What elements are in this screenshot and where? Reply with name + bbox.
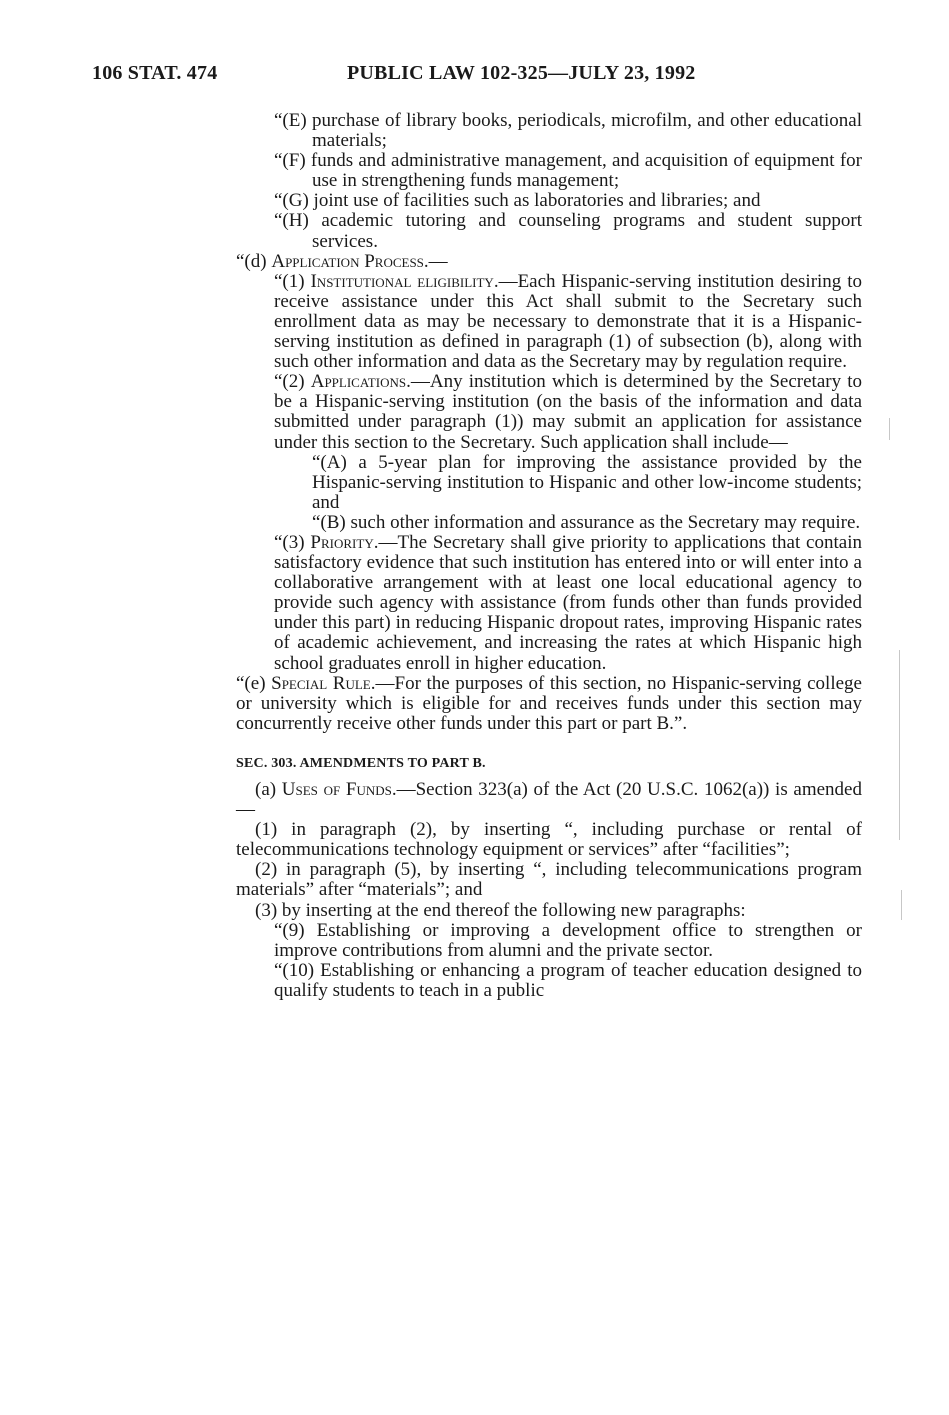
paragraph-d3-title: Priority. [310, 531, 379, 553]
paragraph-d1: “(1) Institutional eligibility.—Each Hispanic-serving institution desiring to receive assistance under this Act shall submit to the Secretary such enrollment data as may be necessary to demonstrate that it is a Hispanic-serving institution as defined in paragraph (1) of subsection (b), along with such other information and data as the Secretary may by regulation require. [274, 270, 862, 373]
page-header [92, 62, 862, 92]
paragraph-d2: “(2) Applications.—Any institution which is determined by the Secretary to be a Hispanic-serving institution (on the basis of the information and data submitted under paragraph (1)) may submit an application for assistance under this section to the Secretary. Such application shall include— [274, 371, 862, 453]
paragraph-d3: “(3) Priority.—The Secretary shall give priority to applications that contain satisfactory evidence that such institution has entered into or will enter into a collaborative arrangement with at least one local educational agency to provide such agency with assistance (from funds other than funds provided under this part) in reducing Hispanic dropout rates, improving Hispanic rates of academic achievement, and increasing the rates at which Hispanic high school graduates enroll in higher education. [274, 531, 862, 674]
law-title: PUBLIC LAW 102-325—JULY 23, 1992 [347, 62, 696, 84]
clause-d2-A: “(A) a 5-year plan for improving the assistance provided by the Hispanic-serving institution to Hispanic and other low-income students; and [312, 451, 862, 513]
paragraph-d2-title: Applications. [310, 371, 411, 393]
subsection-e: “(e) Special Rule.—For the purposes of this section, no Hispanic-serving college or university which is eligible for and receives funds under this section may concurrently receive other funds under this part or part B.”. [236, 672, 862, 734]
subsection-d-heading: “(d) Application Process.— [236, 250, 448, 272]
subsection-303a-title: Uses of Funds. [281, 779, 397, 800]
margin-mark-1 [889, 418, 890, 440]
new-paragraph-9: “(9) Establishing or improving a development office to strengthen or improve contributions from alumni and the private sector. [274, 919, 862, 961]
clause-d2-B: “(B) such other information and assurance as the Secretary may require. [312, 511, 861, 533]
stat-reference: 106 STAT. 474 [92, 62, 218, 84]
amendment-2: (2) in paragraph (5), by inserting “, including telecommunications program materials” after “materials”; and [236, 859, 862, 901]
margin-mark-3 [901, 890, 902, 920]
paragraph-d1-title: Institutional eligibility. [310, 270, 499, 292]
new-paragraph-10: “(10) Establishing or enhancing a program of teacher education designed to qualify students to teach in a public [274, 959, 862, 1001]
amendment-1: (1) in paragraph (2), by inserting “, including purchase or rental of telecommunications technology equipment or services” after “facilities”; [236, 819, 862, 861]
subsection-303a: (a) Uses of Funds.—Section 323(a) of the Act (20 U.S.C. 1062(a)) is amended— [236, 779, 862, 821]
subsection-e-title: Special Rule. [271, 672, 376, 694]
clause-E: “(E) purchase of library books, periodicals, microfilm, and other educational materials; [274, 110, 862, 152]
section-303-heading: SEC. 303. AMENDMENTS TO PART B. [236, 755, 486, 771]
clause-H: “(H) academic tutoring and counseling programs and student support services. [274, 210, 862, 252]
margin-mark-2 [899, 650, 900, 840]
amendment-3: (3) by inserting at the end thereof the following new paragraphs: [255, 899, 746, 921]
clause-F: “(F) funds and administrative management, and acquisition of equipment for use in strengthening funds management; [274, 150, 862, 192]
subsection-d-title: Application Process.— [271, 250, 448, 272]
clause-G: “(G) joint use of facilities such as laboratories and libraries; and [274, 190, 761, 212]
document-body [236, 111, 862, 1001]
